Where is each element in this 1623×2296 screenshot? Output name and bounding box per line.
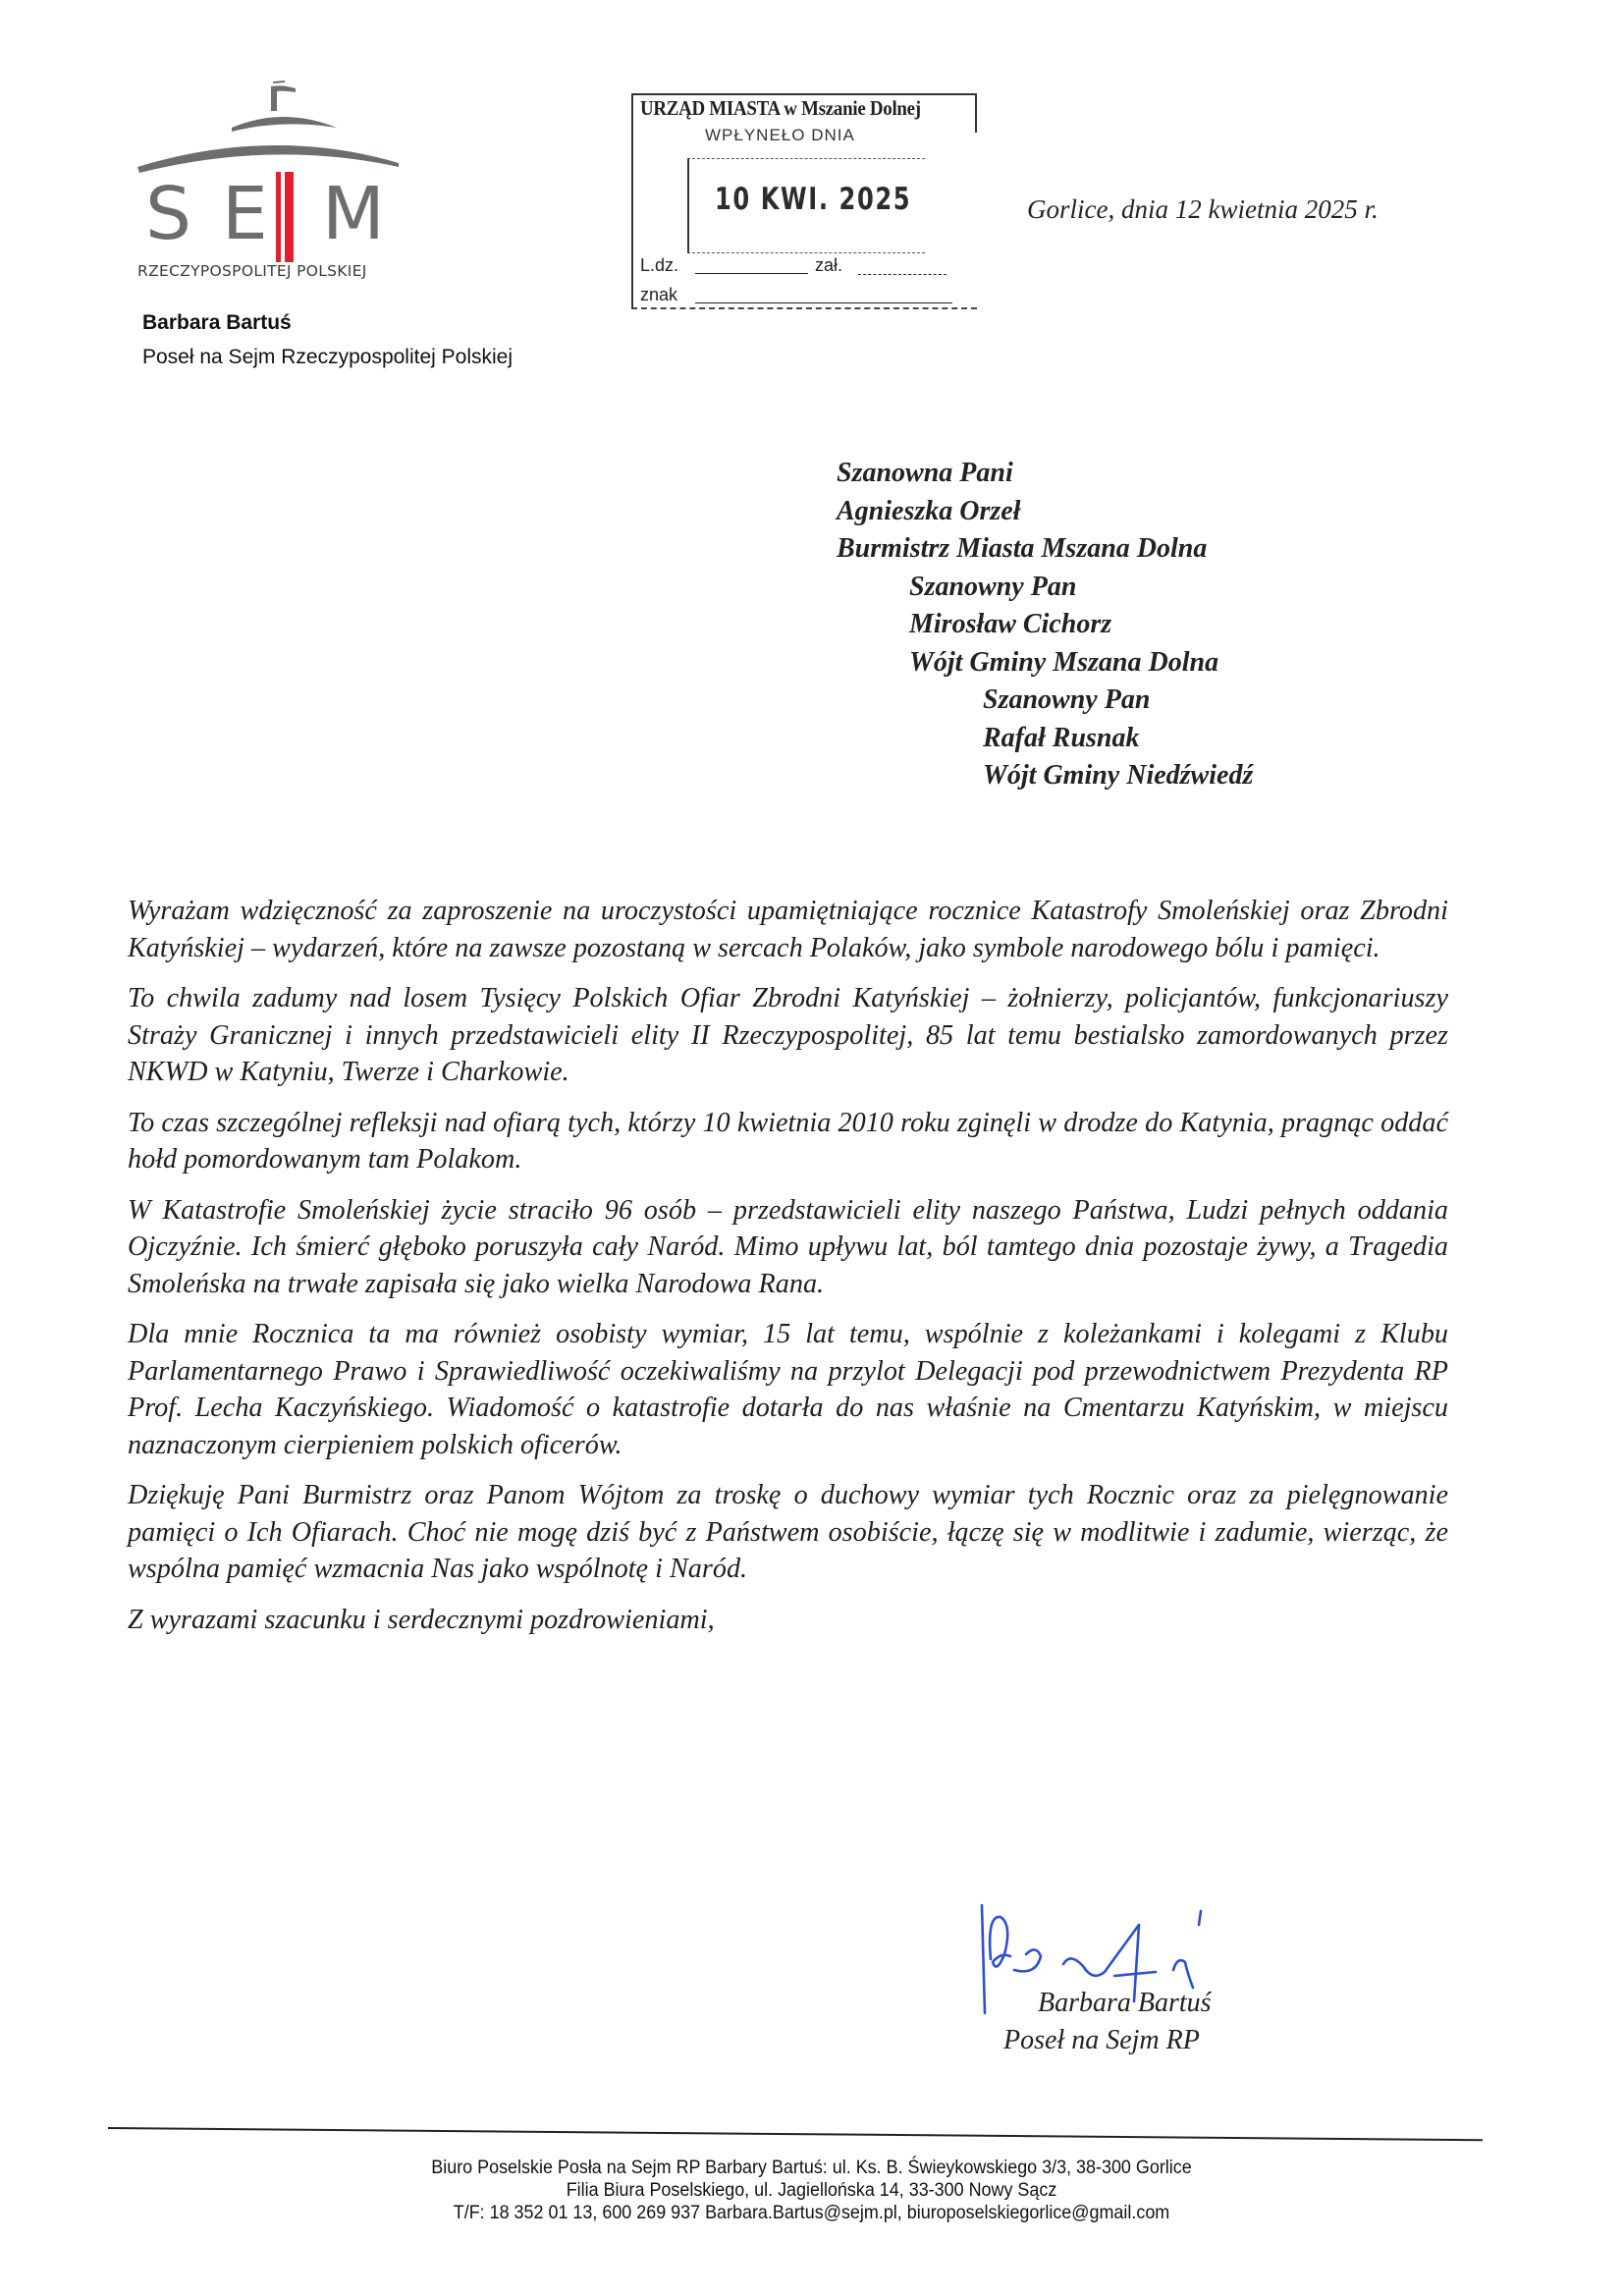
stamp-ldz-label: L.dz. (640, 255, 679, 275)
logo-letter-e: E (222, 172, 268, 256)
footer-branch-line: Filia Biura Poselskiego, ul. Jagiellońska 14, 33-300 Nowy Sącz (566, 2179, 1057, 2201)
footer-address-line: Biuro Poselskie Posła na Sejm RP Barbary Bartuś: ul. Ks. B. Świeykowskiego 3/3, 38-300 Gorlice (431, 2157, 1192, 2178)
stamp-znak-label: znak (640, 285, 678, 304)
sejm-logo (135, 77, 420, 293)
recipients-block (837, 455, 1253, 795)
recipient-name: Agnieszka Orzeł (837, 495, 1021, 526)
stamp-subtitle: WPŁYNEŁO DNIA (705, 126, 855, 144)
recipient-salutation: Szanowny Pan (909, 571, 1077, 602)
letter-body (128, 893, 1448, 1652)
recipient-name: Rafał Rusnak (983, 722, 1140, 753)
parliament-dome-icon (137, 81, 399, 173)
recipient-title: Wójt Gminy Niedźwiedź (983, 760, 1254, 791)
stamp-border-right (975, 93, 977, 133)
footer-divider (108, 2127, 1483, 2141)
logo-letter-s: S (145, 172, 191, 256)
recipient-salutation: Szanowna Pani (837, 458, 1013, 488)
signatory-name: Barbara Bartuś (1038, 1988, 1212, 2018)
recipient-title: Burmistrz Miasta Mszana Dolna (837, 533, 1208, 564)
author-role: Poseł na Sejm Rzeczypospolitej Polskiej (142, 346, 514, 368)
stamp-title: URZĄD MIASTA w Mszanie Dolnej (640, 96, 921, 120)
stamp-ldz-line (695, 273, 808, 274)
stamp-zal-label: zał. (815, 255, 843, 275)
stamp-zal-line (858, 274, 947, 275)
body-paragraph: Wyrażam wdzięczność za zaproszenie na uroczystości upamiętniające rocznice Katastrofy Smoleńskiej oraz Zbrodni Katyńskiej – wydarzeń, które na zawsze pozostaną w sercach Polaków, jako symbole narodowego bólu i pamięci. (128, 896, 1448, 963)
signatory-role: Poseł na Sejm RP (1003, 2025, 1200, 2055)
body-paragraph: To chwila zadumy nad losem Tysięcy Polskich Ofiar Zbrodni Katyńskiej – żołnierzy, policjantów, funkcjonariuszy Straży Granicznej i innych przedstawicieli elity II Rzeczypospolitej, 85 lat temu bestialsko zamordowanych przez NKWD w Katyniu, Twerze i Charkowie. (128, 983, 1448, 1087)
author-name: Barbara Bartuś (142, 311, 292, 334)
body-paragraph: W Katastrofie Smoleńskiej życie straciło 96 osób – przedstawicieli elity naszego Państwa, Ludzi pełnych oddania Ojczyźnie. Ich śmierć głęboko poruszyła cały Naród. Mimo upływu lat, ból tamtego dnia pozostaje żywy, a Tragedia Smoleńska na trwałe zapisała się jako wielka Narodowa Rana. (128, 1194, 1448, 1299)
body-paragraph: Dziękuję Pani Burmistrz oraz Panom Wójtom za troskę o duchowy wymiar tych Rocznic oraz za pielęgnowanie pamięci o Ich Ofiarach. Choć nie mogę dziś być z Państwem osobiście, łączę się w modlitwie i zadumie, wierząc, że wspólna pamięć wzmacnia Nas jako wspólnotę i Naród. (128, 1480, 1448, 1584)
letter-date: Gorlice, dnia 12 kwietnia 2025 r. (1027, 194, 1379, 224)
footer-contact-line: T/F: 18 352 01 13, 600 269 937 Barbara.Bartus@sejm.pl, biuroposelskiegorlice@gmail.com (453, 2202, 1170, 2223)
closing-phrase: Z wyrazami szacunku i serdecznymi pozdrowieniami, (128, 1604, 715, 1635)
recipient-title: Wójt Gminy Mszana Dolna (909, 646, 1219, 678)
body-paragraph: To czas szczególnej refleksji nad ofiarą tych, którzy 10 kwietnia 2010 roku zginęli w drodze do Katynia, pragnąc oddać hołd pomordowanym tam Polakom. (128, 1107, 1448, 1175)
recipient-salutation: Szanowny Pan (983, 684, 1151, 715)
body-paragraph: Dla mnie Rocznica ta ma również osobisty wymiar, 15 lat temu, wspólnie z koleżankami i kolegami z Klubu Parlamentarnego Prawo i Sprawiedliwość oczekiwaliśmy na przylot Delegacji pod przewodnictwem Prezydenta RP Prof. Lecha Kaczyńskiego. Wiadomość o katastrofie dotarła do nas właśnie na Cmentarzu Katyńskim, w miejscu naznaczonym cierpieniem polskich oficerów. (128, 1319, 1448, 1460)
logo-subtitle: RZECZYPOSPOLITEJ POLSKIEJ (137, 262, 367, 280)
logo-letter-m: M (322, 172, 385, 256)
stamp-date: 10 KWI. 2025 (715, 182, 912, 217)
stamp-znak-line (695, 302, 952, 303)
footer-contact (0, 2157, 1623, 2224)
recipient-name: Mirosław Cichorz (909, 609, 1112, 639)
logo-red-bar-left (276, 172, 281, 262)
logo-red-bar-right (285, 172, 294, 262)
